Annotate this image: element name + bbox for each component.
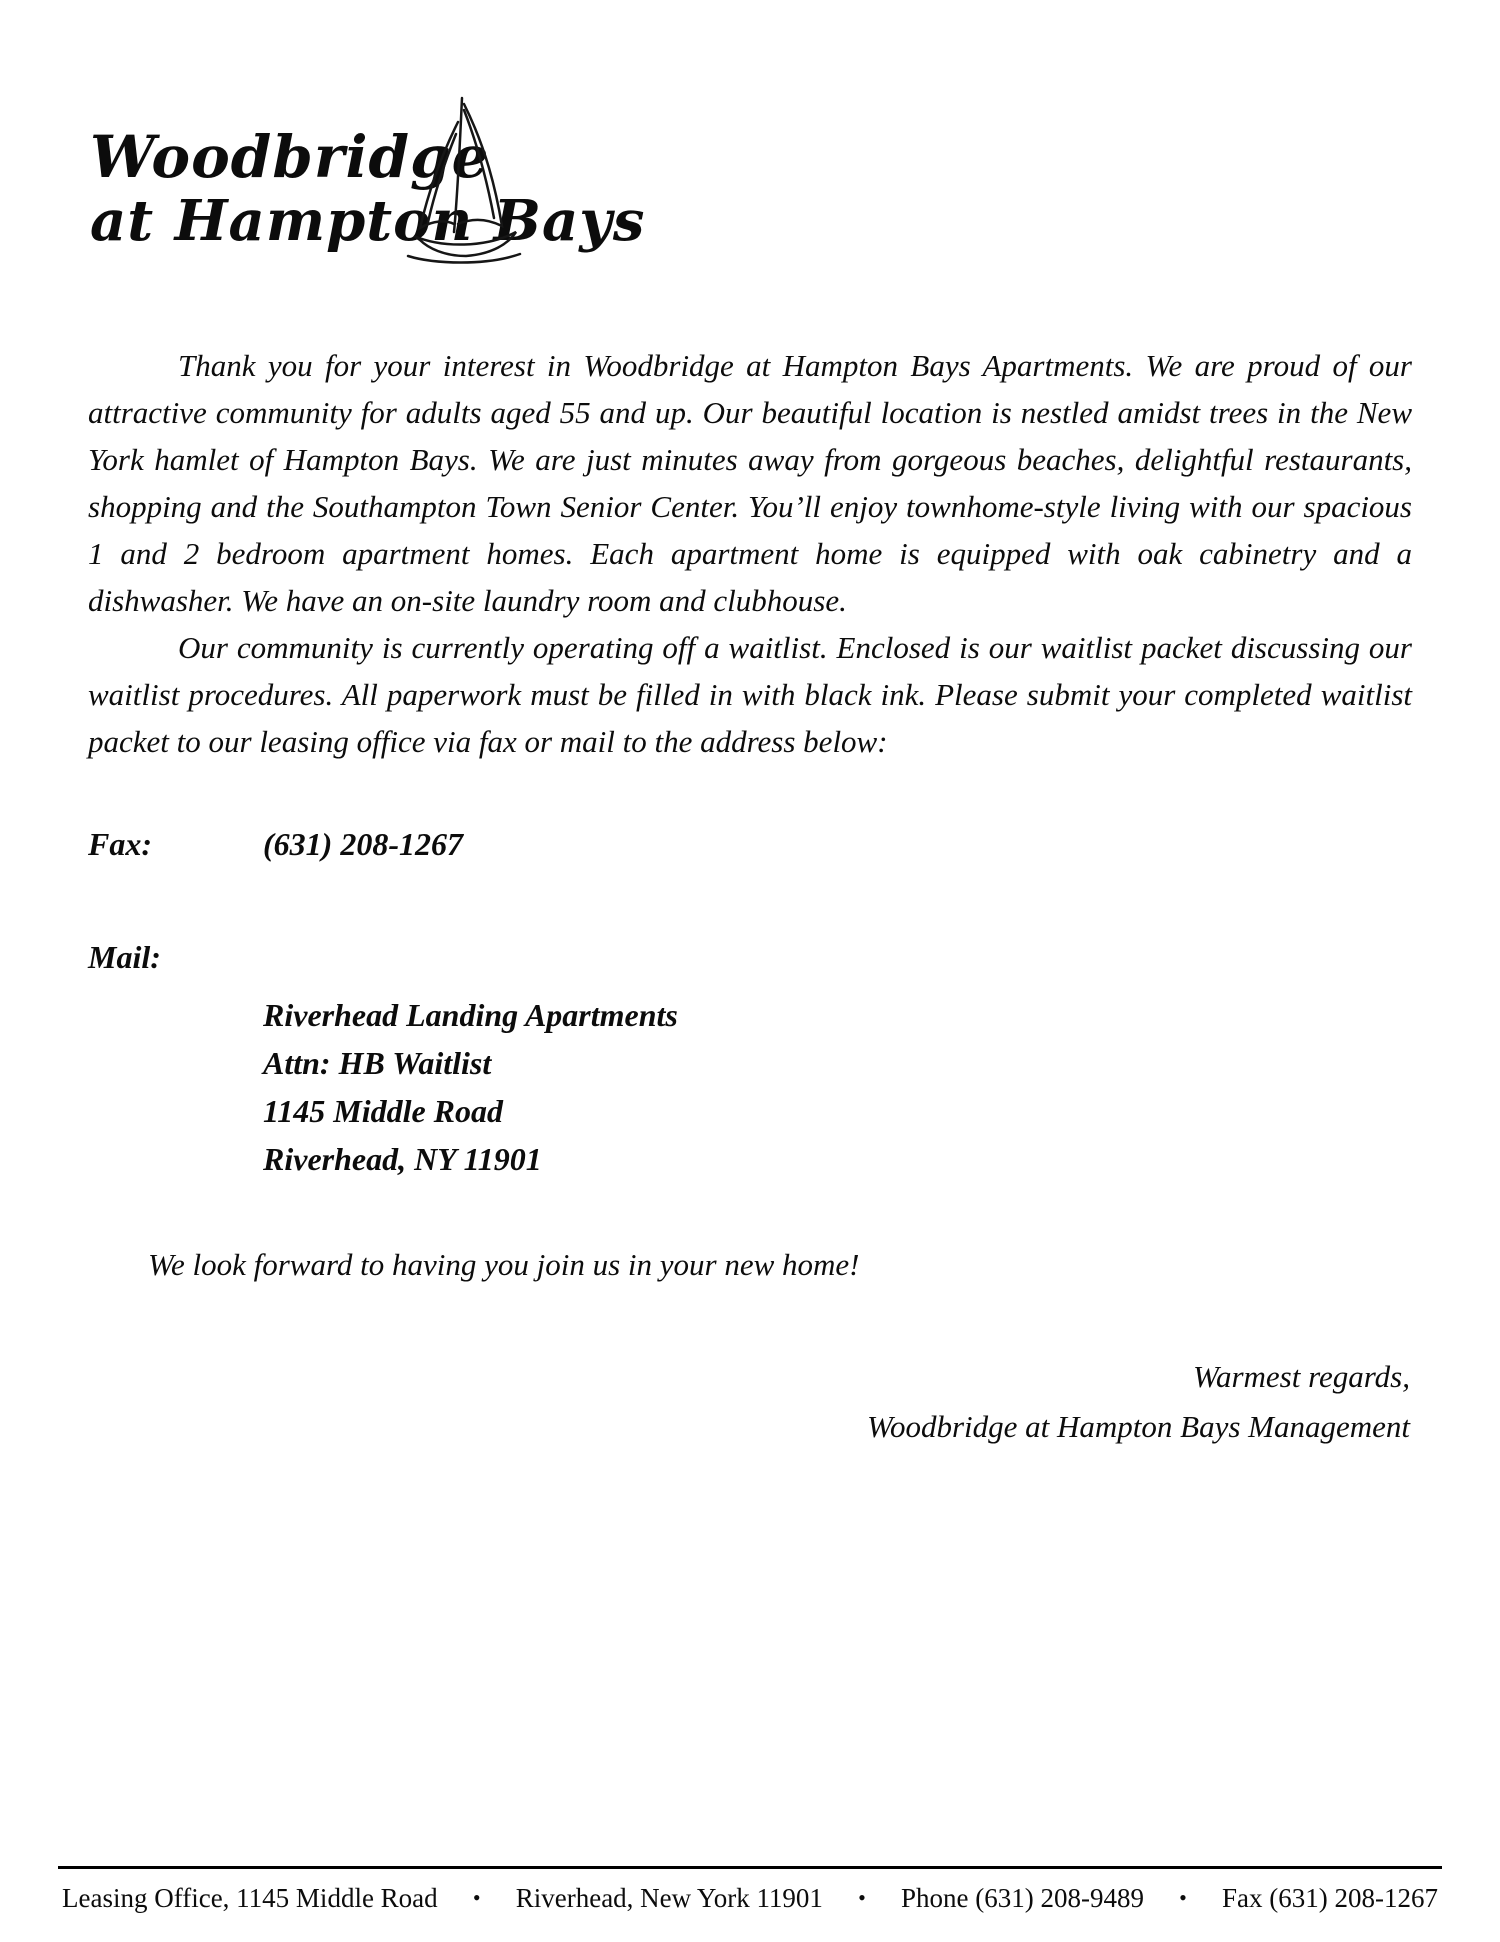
- signoff-regards: Warmest regards,: [1192, 1359, 1410, 1395]
- signoff-management: Woodbridge at Hampton Bays Management: [866, 1409, 1410, 1445]
- footer-phone: Phone (631) 208-9489: [900, 1883, 1144, 1913]
- company-logo: [90, 123, 650, 255]
- fax-number: (631) 208-1267: [263, 826, 463, 863]
- address-line-2: Attn: HB Waitlist: [263, 1045, 492, 1082]
- mailing-address: [263, 991, 1412, 1183]
- footer-city: Riverhead, New York 11901: [515, 1883, 823, 1913]
- bullet-separator-icon: •: [858, 1885, 866, 1910]
- logo-text-line1: Woodbridge: [90, 123, 490, 191]
- logo-text-line2: at Hampton Bays: [90, 188, 646, 255]
- footer-fax: Fax (631) 208-1267: [1222, 1883, 1438, 1913]
- fax-row: [88, 821, 1412, 868]
- address-line-3: 1145 Middle Road: [263, 1093, 504, 1130]
- fax-label: Fax:: [88, 826, 152, 863]
- bullet-separator-icon: •: [1179, 1885, 1187, 1910]
- closing-line: We look forward to having you join us in your new home!: [148, 1247, 860, 1283]
- mail-label: Mail:: [88, 939, 161, 976]
- letter-body: [88, 342, 1412, 1452]
- letter-footer: [58, 1866, 1442, 1914]
- address-line-1: Riverhead Landing Apartments: [263, 997, 678, 1034]
- footer-leasing-office: Leasing Office, 1145 Middle Road: [62, 1883, 438, 1913]
- signature-block: [88, 1352, 1412, 1452]
- footer-contact-info: [58, 1883, 1442, 1914]
- sailboat-icon: [390, 90, 530, 265]
- bullet-separator-icon: •: [472, 1885, 481, 1910]
- address-line-4: Riverhead, NY 11901: [263, 1141, 542, 1178]
- paragraph-intro: Thank you for your interest in Woodbridge at Hampton Bays Apartments. We are proud of our attractive community for adults aged 55 and up. Our beautiful location is nestled amidst trees in the New York hamlet of Hampton Bays. We are just minutes away from gorgeous beaches, delightful restaurants, shopping and the Southampton Town Senior Center. You’ll enjoy townhome-style living with our spacious 1 and 2 bedroom apartment homes. Each apartment home is equipped with oak cabinetry and a dishwasher. We have an on-site laundry room and clubhouse.: [88, 348, 1412, 619]
- paragraph-waitlist: Our community is currently operating off a waitlist. Enclosed is our waitlist packet discussing our waitlist procedures. All paperwork must be filled in with black ink. Please submit your completed waitlist packet to our leasing office via fax or mail to the address below:: [88, 630, 1412, 760]
